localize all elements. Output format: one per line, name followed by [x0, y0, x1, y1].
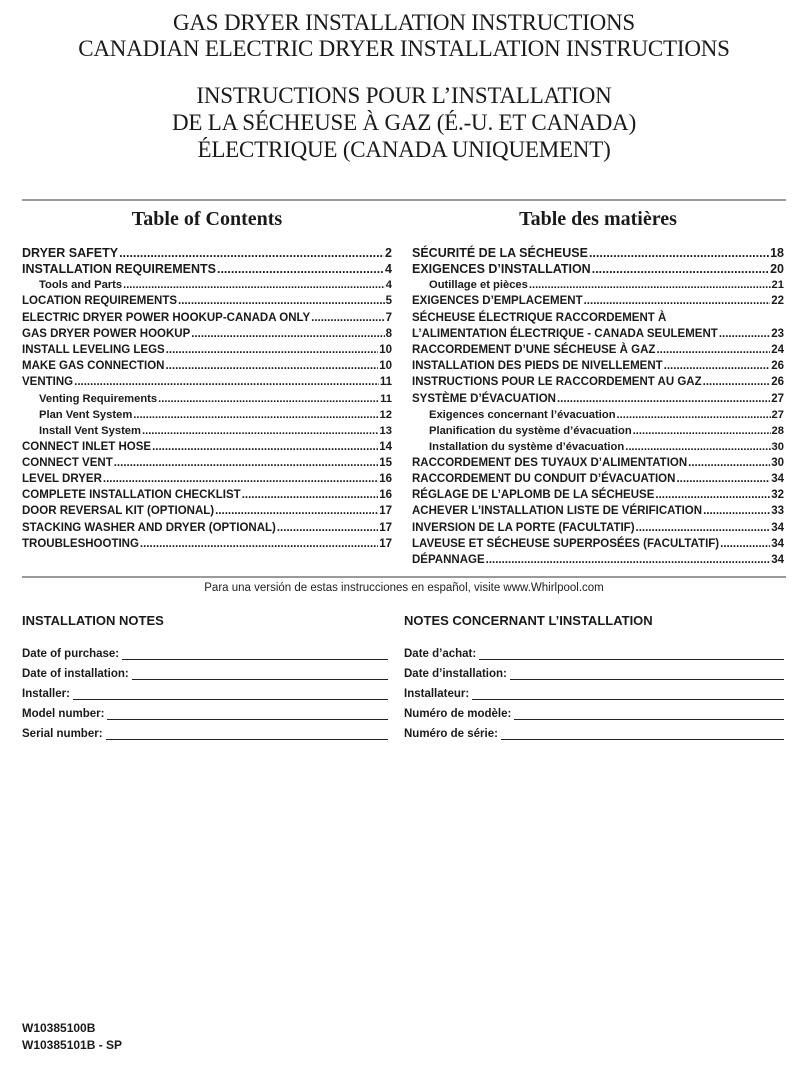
toc-list — [412, 245, 784, 568]
fill-in-line[interactable] — [122, 647, 388, 660]
toc-entry[interactable]: INVERSION DE LA PORTE (FACULTATIF) ..... 34 — [412, 520, 784, 536]
toc-entry[interactable]: MAKE GAS CONNECTION ..... 10 — [22, 358, 392, 374]
toc-entry[interactable]: COMPLETE INSTALLATION CHECKLIST ..... 16 — [22, 487, 392, 503]
numero-serie-field[interactable]: Numéro de série: — [404, 720, 784, 740]
toc-entry[interactable]: INSTALL LEVELING LEGS ..... 10 — [22, 342, 392, 358]
toc-entry[interactable]: CONNECT VENT ..... 15 — [22, 455, 392, 471]
toc-subentry[interactable]: Installation du système d’évacuation ..... 30 — [412, 439, 784, 455]
fill-in-line[interactable] — [479, 647, 784, 660]
toc-subentry[interactable]: Install Vent System ..... 13 — [22, 423, 392, 439]
title-line: DE LA SÉCHEUSE À GAZ (É.-U. ET CANADA) — [171, 110, 637, 135]
toc-entry[interactable]: DÉPANNAGE ..... 34 — [412, 552, 784, 568]
toc-entry[interactable]: RACCORDEMENT D’UNE SÉCHEUSE À GAZ ..... 24 — [412, 342, 784, 358]
installer-field[interactable]: Installer: — [22, 680, 388, 700]
title-line: GAS DRYER INSTALLATION INSTRUCTIONS — [172, 10, 636, 35]
title-line: ÉLECTRIQUE (CANADA UNIQUEMENT) — [197, 137, 611, 162]
installation-notes-french — [404, 612, 784, 740]
installateur-field[interactable]: Installateur: — [404, 680, 784, 700]
toc-english — [22, 205, 392, 552]
toc-title: Table des matières — [519, 208, 677, 230]
toc-entry[interactable]: DRYER SAFETY ..... 2 — [22, 245, 392, 261]
toc-entry[interactable]: VENTING ..... 11 — [22, 374, 392, 390]
french-title — [0, 82, 808, 163]
toc-subentry[interactable]: Plan Vent System ..... 12 — [22, 407, 392, 423]
toc-subentry[interactable]: Venting Requirements ..... 11 — [22, 391, 392, 407]
toc-entry[interactable]: LOCATION REQUIREMENTS ..... 5 — [22, 293, 392, 309]
date-of-purchase-field[interactable]: Date of purchase: — [22, 640, 388, 660]
toc-entry-line: SÉCHEUSE ÉLECTRIQUE RACCORDEMENT À — [412, 311, 667, 324]
date-of-installation-field[interactable]: Date of installation: — [22, 660, 388, 680]
divider — [22, 576, 786, 578]
toc-list — [22, 245, 392, 552]
toc-entry[interactable]: INSTALLATION DES PIEDS DE NIVELLEMENT ..... 26 — [412, 358, 784, 374]
fill-in-line[interactable] — [472, 687, 784, 700]
toc-entry[interactable]: RACCORDEMENT DU CONDUIT D’ÉVACUATION ..... 34 — [412, 471, 784, 487]
toc-entry[interactable]: CONNECT INLET HOSE ..... 14 — [22, 439, 392, 455]
toc-entry[interactable] — [412, 310, 784, 342]
fill-in-line[interactable] — [132, 667, 388, 680]
fill-in-line[interactable] — [510, 667, 784, 680]
serial-number-field[interactable]: Serial number: — [22, 720, 388, 740]
installation-notes-english — [22, 612, 388, 740]
fill-in-line[interactable] — [501, 727, 784, 740]
toc-subentry[interactable]: Exigences concernant l’évacuation ..... 27 — [412, 407, 784, 423]
notes-title: NOTES CONCERNANT L’INSTALLATION — [404, 613, 653, 628]
toc-entry[interactable]: TROUBLESHOOTING ..... 17 — [22, 536, 392, 552]
divider — [22, 199, 786, 201]
numero-modele-field[interactable]: Numéro de modèle: — [404, 700, 784, 720]
toc-entry[interactable]: INSTALLATION REQUIREMENTS ..... 4 — [22, 261, 392, 277]
toc-entry[interactable]: RACCORDEMENT DES TUYAUX D’ALIMENTATION ..... 30 — [412, 455, 784, 471]
toc-entry[interactable]: INSTRUCTIONS POUR LE RACCORDEMENT AU GAZ ..... 26 — [412, 374, 784, 390]
document-header — [0, 10, 808, 163]
toc-title: Table of Contents — [131, 208, 283, 230]
english-title — [0, 10, 808, 62]
date-installation-field[interactable]: Date d’installation: — [404, 660, 784, 680]
toc-subentry[interactable]: Tools and Parts ..... 4 — [22, 277, 392, 293]
title-line: CANADIAN ELECTRIC DRYER INSTALLATION INSTRUCTIONS — [78, 36, 730, 61]
toc-subentry[interactable]: Planification du système d’évacuation ..... 28 — [412, 423, 784, 439]
toc-entry[interactable]: RÉGLAGE DE L’APLOMB DE LA SÉCHEUSE ..... 32 — [412, 487, 784, 503]
part-number: W10385101B - SP — [22, 1038, 123, 1052]
toc-entry[interactable]: GAS DRYER POWER HOOKUP ..... 8 — [22, 326, 392, 342]
spanish-version-note: Para una versión de estas instrucciones en español, visite www.Whirlpool.com — [204, 582, 604, 594]
toc-entry[interactable]: EXIGENCES D’EMPLACEMENT ..... 22 — [412, 293, 784, 309]
toc-french — [412, 205, 784, 568]
toc-entry[interactable]: ACHEVER L’INSTALLATION LISTE DE VÉRIFICATION ..... 33 — [412, 503, 784, 519]
model-number-field[interactable]: Model number: — [22, 700, 388, 720]
title-line: INSTRUCTIONS POUR L’INSTALLATION — [196, 83, 612, 108]
toc-entry[interactable]: DOOR REVERSAL KIT (OPTIONAL) ..... 17 — [22, 503, 392, 519]
toc-entry[interactable]: LEVEL DRYER ..... 16 — [22, 471, 392, 487]
fill-in-line[interactable] — [107, 707, 388, 720]
fill-in-line[interactable] — [73, 687, 388, 700]
toc-entry[interactable]: ELECTRIC DRYER POWER HOOKUP-CANADA ONLY ..... 7 — [22, 310, 392, 326]
fill-in-line[interactable] — [514, 707, 784, 720]
fill-in-line[interactable] — [106, 727, 388, 740]
toc-entry[interactable]: STACKING WASHER AND DRYER (OPTIONAL) ..... 17 — [22, 520, 392, 536]
notes-title: INSTALLATION NOTES — [22, 613, 164, 628]
part-numbers — [22, 1020, 122, 1054]
toc-entry[interactable]: SYSTÈME D’ÉVACUATION ..... 27 — [412, 391, 784, 407]
toc-entry[interactable]: EXIGENCES D’INSTALLATION ..... 20 — [412, 261, 784, 277]
part-number: W10385100B — [22, 1021, 96, 1035]
date-achat-field[interactable]: Date d’achat: — [404, 640, 784, 660]
toc-entry-line: L’ALIMENTATION ÉLECTRIQUE - CANADA SEULEMENT ..... 23 — [412, 326, 784, 342]
toc-subentry[interactable]: Outillage et pièces ..... 21 — [412, 277, 784, 293]
toc-entry[interactable]: LAVEUSE ET SÉCHEUSE SUPERPOSÉES (FACULTATIF) ..... 34 — [412, 536, 784, 552]
toc-entry[interactable]: SÉCURITÉ DE LA SÉCHEUSE ..... 18 — [412, 245, 784, 261]
